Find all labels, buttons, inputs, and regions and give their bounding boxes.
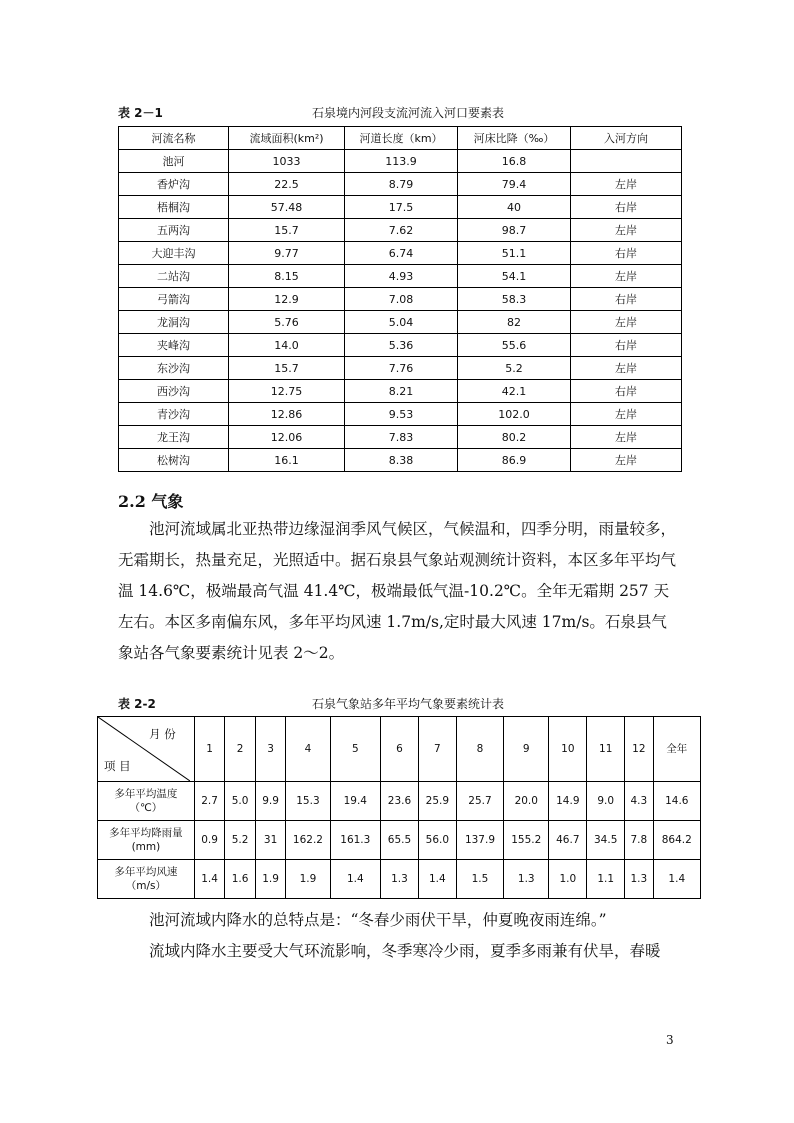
table-row (119, 380, 682, 403)
table-cell: 1.3 (381, 860, 419, 899)
month-header-cell: 4 (286, 717, 330, 782)
table-cell: 1.4 (418, 860, 456, 899)
table-cell: 79.4 (458, 173, 571, 196)
month-header-cell: 11 (587, 717, 625, 782)
table-cell: 42.1 (458, 380, 571, 403)
table-cell: 82 (458, 311, 571, 334)
table1-header-cell: 河道长度（km） (345, 127, 458, 150)
page-number: 3 (666, 1033, 674, 1047)
table-row (119, 196, 682, 219)
table-cell: 左岸 (571, 449, 682, 472)
weather-stats-table (97, 716, 701, 899)
table-row (119, 426, 682, 449)
table1-header-cell: 河床比降（‰） (458, 127, 571, 150)
table-cell: 56.0 (418, 821, 456, 860)
table-row (119, 334, 682, 357)
table-cell: 左岸 (571, 265, 682, 288)
table-cell: 54.1 (458, 265, 571, 288)
table1-header-cell: 入河方向 (571, 127, 682, 150)
table-cell: 12.86 (229, 403, 345, 426)
table-cell: 8.79 (345, 173, 458, 196)
table-cell: 7.08 (345, 288, 458, 311)
section-heading: 2.2 气象 (118, 492, 184, 511)
row-label-cell: 多年平均风速（m/s） (98, 860, 195, 899)
table-row (119, 311, 682, 334)
table-cell: 7.76 (345, 357, 458, 380)
row-label-cell: 多年平均降雨量(mm) (98, 821, 195, 860)
table-cell: 14.6 (653, 782, 700, 821)
table-cell: 五两沟 (119, 219, 229, 242)
table-cell: 1.9 (286, 860, 330, 899)
table-cell: 16.8 (458, 150, 571, 173)
table-cell: 左岸 (571, 219, 682, 242)
table-cell: 右岸 (571, 196, 682, 219)
table-cell: 5.2 (458, 357, 571, 380)
table-row (119, 449, 682, 472)
table-cell: 1.0 (549, 860, 587, 899)
table-cell: 57.48 (229, 196, 345, 219)
table-row (98, 782, 701, 821)
corner-month-label: 月 份 (149, 727, 176, 741)
month-header-cell: 全年 (653, 717, 700, 782)
month-header-cell: 7 (418, 717, 456, 782)
table-cell: 池河 (119, 150, 229, 173)
table-cell: 右岸 (571, 242, 682, 265)
corner-item-label: 项 目 (104, 759, 131, 773)
table-cell: 龙王沟 (119, 426, 229, 449)
table-cell: 5.36 (345, 334, 458, 357)
table-cell: 9.53 (345, 403, 458, 426)
table-cell: 40 (458, 196, 571, 219)
table-cell: 162.2 (286, 821, 330, 860)
table2-header-row (98, 717, 701, 782)
table-cell: 右岸 (571, 288, 682, 311)
table-cell: 6.74 (345, 242, 458, 265)
table-row (98, 860, 701, 899)
table-cell: 大迎丰沟 (119, 242, 229, 265)
row-label-cell: 多年平均温度（℃） (98, 782, 195, 821)
table-cell: 80.2 (458, 426, 571, 449)
table-row (119, 403, 682, 426)
table1-header-cell: 河流名称 (119, 127, 229, 150)
table-cell: 1.9 (255, 860, 286, 899)
table-cell: 155.2 (504, 821, 549, 860)
table2-corner-cell (98, 717, 195, 782)
table-cell: 东沙沟 (119, 357, 229, 380)
table-cell: 左岸 (571, 357, 682, 380)
table-cell: 55.6 (458, 334, 571, 357)
table-row (98, 821, 701, 860)
table-cell: 25.9 (418, 782, 456, 821)
table-cell: 15.7 (229, 219, 345, 242)
table-cell: 1.5 (456, 860, 503, 899)
month-header-cell: 10 (549, 717, 587, 782)
climate-paragraph (118, 514, 678, 669)
month-header-cell: 3 (255, 717, 286, 782)
table-cell: 15.3 (286, 782, 330, 821)
table-cell: 夹峰沟 (119, 334, 229, 357)
month-header-cell: 8 (456, 717, 503, 782)
table-cell: 20.0 (504, 782, 549, 821)
table-cell: 9.77 (229, 242, 345, 265)
table-cell: 梧桐沟 (119, 196, 229, 219)
rainfall-summary-text: 池河流域内降水的总特点是：“冬春少雨伏干旱，仲夏晚夜雨连绵。” (149, 911, 607, 929)
table-cell: 12.75 (229, 380, 345, 403)
table-cell: 7.83 (345, 426, 458, 449)
month-header-cell: 12 (625, 717, 653, 782)
table-cell: 46.7 (549, 821, 587, 860)
table-cell: 19.4 (330, 782, 381, 821)
table-cell: 17.5 (345, 196, 458, 219)
table2-label: 表 2-2 (118, 697, 156, 711)
table-row (119, 265, 682, 288)
table-cell: 65.5 (381, 821, 419, 860)
table-cell: 1.6 (225, 860, 256, 899)
table2-title: 石泉气象站多年平均气象要素统计表 (312, 697, 505, 711)
table-cell: 12.06 (229, 426, 345, 449)
table1-header-cell: 流域面积(km²) (229, 127, 345, 150)
table-cell: 15.7 (229, 357, 345, 380)
month-header-cell: 5 (330, 717, 381, 782)
month-header-cell: 1 (194, 717, 225, 782)
table-cell: 青沙沟 (119, 403, 229, 426)
river-confluence-table (118, 126, 682, 472)
table-cell: 1.4 (194, 860, 225, 899)
table-cell: 左岸 (571, 426, 682, 449)
table-cell: 左岸 (571, 173, 682, 196)
rainfall-summary (118, 905, 678, 936)
table-cell: 1.4 (653, 860, 700, 899)
table-row (119, 357, 682, 380)
table-cell: 龙洞沟 (119, 311, 229, 334)
table-cell: 98.7 (458, 219, 571, 242)
table-cell: 松树沟 (119, 449, 229, 472)
table-cell: 8.38 (345, 449, 458, 472)
table-cell: 12.9 (229, 288, 345, 311)
month-header-cell: 9 (504, 717, 549, 782)
table-cell: 137.9 (456, 821, 503, 860)
table-cell: 1033 (229, 150, 345, 173)
table-cell: 1.3 (504, 860, 549, 899)
rainfall-detail-text: 流域内降水主要受大气环流影响，冬季寒冷少雨，夏季多雨兼有伏旱，春暖 (149, 942, 661, 960)
table-cell: 4.93 (345, 265, 458, 288)
table-cell: 1.4 (330, 860, 381, 899)
table-cell: 1.1 (587, 860, 625, 899)
table-cell: 14.9 (549, 782, 587, 821)
table-cell: 9.0 (587, 782, 625, 821)
table-row (119, 219, 682, 242)
table-cell: 二站沟 (119, 265, 229, 288)
table1-label: 表 2－1 (118, 106, 163, 120)
table-cell: 864.2 (653, 821, 700, 860)
table-cell: 0.9 (194, 821, 225, 860)
table-cell: 102.0 (458, 403, 571, 426)
table-cell: 1.3 (625, 860, 653, 899)
table-cell: 弓箭沟 (119, 288, 229, 311)
table-row (119, 242, 682, 265)
table-cell: 31 (255, 821, 286, 860)
table-cell: 113.9 (345, 150, 458, 173)
table-cell: 7.62 (345, 219, 458, 242)
table-cell: 右岸 (571, 380, 682, 403)
table-row (119, 173, 682, 196)
table-cell: 86.9 (458, 449, 571, 472)
month-header-cell: 2 (225, 717, 256, 782)
table-cell: 58.3 (458, 288, 571, 311)
table-cell: 5.04 (345, 311, 458, 334)
climate-paragraph-text: 池河流域属北亚热带边缘湿润季风气候区，气候温和，四季分明，雨量较多，无霜期长，热量充足，光照适中。据石泉县气象站观测统计资料，本区多年平均气温 14.6℃，极端最高气温 41.4℃，极端最低气温-10.2℃。全年无霜期 257 天左右。本区多南偏东风，多年平均风速 1.7m/s,定时最大风速 17m/s。石泉县气象站各气象要素统计见表 2～2。 (118, 520, 677, 662)
month-header-cell: 6 (381, 717, 419, 782)
table-cell: 22.5 (229, 173, 345, 196)
table1-title: 石泉境内河段支流河流入河口要素表 (312, 106, 505, 120)
table-cell: 51.1 (458, 242, 571, 265)
table-cell: 5.2 (225, 821, 256, 860)
table-cell: 14.0 (229, 334, 345, 357)
table-cell (571, 150, 682, 173)
table-row (119, 288, 682, 311)
table-cell: 4.3 (625, 782, 653, 821)
table-cell: 34.5 (587, 821, 625, 860)
table-cell: 2.7 (194, 782, 225, 821)
table-cell: 25.7 (456, 782, 503, 821)
table-cell: 8.15 (229, 265, 345, 288)
table-cell: 23.6 (381, 782, 419, 821)
table-cell: 5.0 (225, 782, 256, 821)
table-cell: 161.3 (330, 821, 381, 860)
table1-header-row (119, 127, 682, 150)
table-cell: 西沙沟 (119, 380, 229, 403)
table-cell: 左岸 (571, 403, 682, 426)
table-cell: 16.1 (229, 449, 345, 472)
rainfall-detail (118, 936, 678, 967)
table-cell: 右岸 (571, 334, 682, 357)
table-cell: 9.9 (255, 782, 286, 821)
table-cell: 8.21 (345, 380, 458, 403)
table-cell: 左岸 (571, 311, 682, 334)
table-cell: 香炉沟 (119, 173, 229, 196)
table-row (119, 150, 682, 173)
table-cell: 5.76 (229, 311, 345, 334)
table-cell: 7.8 (625, 821, 653, 860)
